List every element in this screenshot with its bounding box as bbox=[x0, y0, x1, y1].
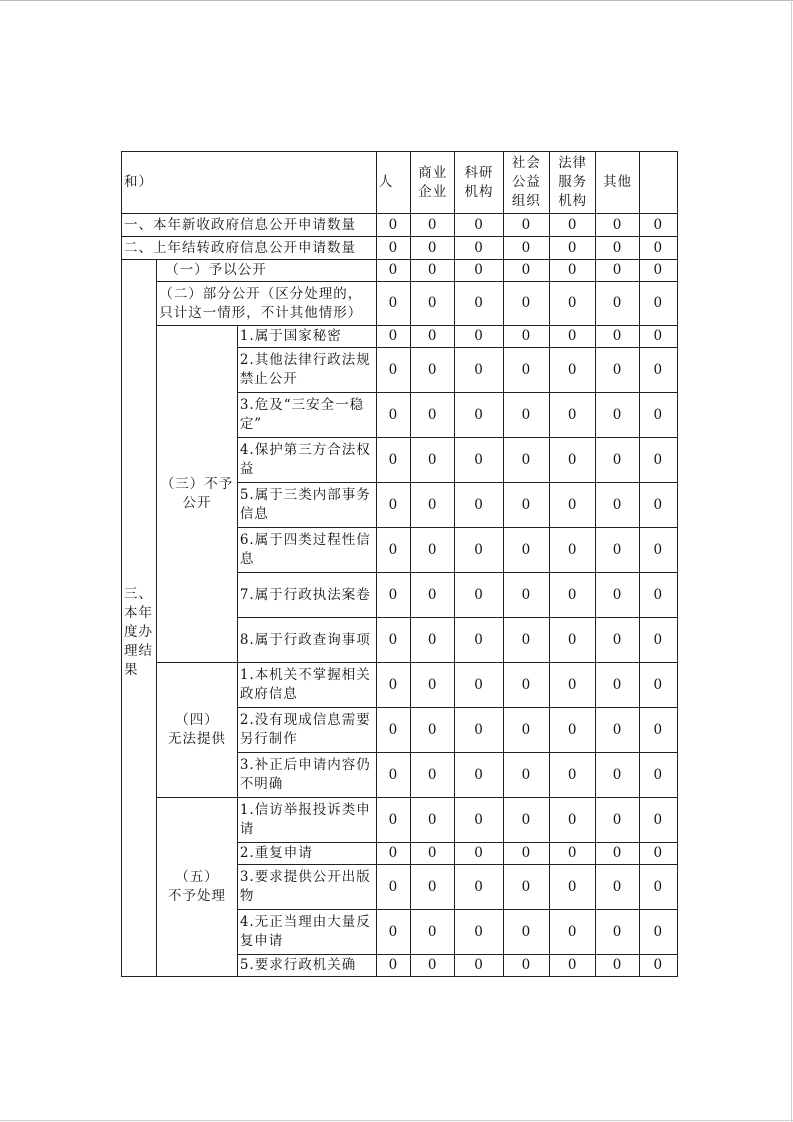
value-cell: 0 bbox=[639, 326, 677, 348]
value-cell: 0 bbox=[503, 260, 549, 282]
value-cell: 0 bbox=[503, 843, 549, 865]
value-cell: 0 bbox=[376, 348, 410, 393]
value-cell: 0 bbox=[596, 348, 639, 393]
value-cell: 0 bbox=[503, 708, 549, 753]
value-cell: 0 bbox=[411, 483, 455, 528]
value-cell: 0 bbox=[596, 843, 639, 865]
value-cell: 0 bbox=[411, 214, 455, 237]
value-cell: 0 bbox=[503, 326, 549, 348]
value-cell: 0 bbox=[411, 708, 455, 753]
value-cell: 0 bbox=[596, 753, 639, 798]
value-cell: 0 bbox=[639, 708, 677, 753]
value-cell: 0 bbox=[550, 708, 596, 753]
value-cell: 0 bbox=[550, 326, 596, 348]
value-cell: 0 bbox=[550, 798, 596, 843]
value-cell: 0 bbox=[455, 528, 503, 573]
value-cell: 0 bbox=[596, 237, 639, 260]
value-cell: 0 bbox=[503, 865, 549, 910]
row-label: 1.本机关不掌握相关政府信息 bbox=[237, 663, 376, 708]
value-cell: 0 bbox=[455, 237, 503, 260]
value-cell: 0 bbox=[503, 348, 549, 393]
header-row bbox=[122, 152, 678, 214]
value-cell: 0 bbox=[596, 798, 639, 843]
value-cell: 0 bbox=[639, 214, 677, 237]
row-label: 5.要求行政机关确 bbox=[237, 955, 376, 977]
value-cell: 0 bbox=[376, 214, 410, 237]
page-edge-bottom bbox=[0, 1120, 793, 1121]
value-cell: 0 bbox=[639, 483, 677, 528]
value-cell: 0 bbox=[550, 214, 596, 237]
header-col-business: 商业 企业 bbox=[411, 152, 455, 214]
value-cell: 0 bbox=[376, 843, 410, 865]
row-label: 3.要求提供公开出版物 bbox=[237, 865, 376, 910]
row-label: 5.属于三类内部事务信息 bbox=[237, 483, 376, 528]
value-cell: 0 bbox=[376, 282, 410, 326]
value-cell: 0 bbox=[376, 438, 410, 483]
value-cell: 0 bbox=[455, 663, 503, 708]
value-cell: 0 bbox=[503, 393, 549, 438]
value-cell: 0 bbox=[550, 483, 596, 528]
value-cell: 0 bbox=[550, 910, 596, 955]
value-cell: 0 bbox=[411, 910, 455, 955]
value-cell: 0 bbox=[455, 326, 503, 348]
row-label: 4.保护第三方合法权益 bbox=[237, 438, 376, 483]
value-cell: 0 bbox=[639, 348, 677, 393]
page-edge-right bbox=[791, 0, 792, 1122]
value-cell: 0 bbox=[639, 393, 677, 438]
value-cell: 0 bbox=[550, 237, 596, 260]
row-carried-over bbox=[122, 237, 678, 260]
row-label: 3.危及“三安全一稳定” bbox=[237, 393, 376, 438]
value-cell: 0 bbox=[376, 393, 410, 438]
value-cell: 0 bbox=[455, 618, 503, 663]
header-col-ren: 人 bbox=[376, 152, 410, 214]
value-cell: 0 bbox=[503, 663, 549, 708]
value-cell: 0 bbox=[411, 282, 455, 326]
value-cell: 0 bbox=[639, 663, 677, 708]
header-col-legal: 法律 服务 机构 bbox=[550, 152, 596, 214]
value-cell: 0 bbox=[503, 528, 549, 573]
value-cell: 0 bbox=[503, 483, 549, 528]
value-cell: 0 bbox=[550, 753, 596, 798]
group-label-not-processed: （五） 不予处理 bbox=[157, 798, 238, 977]
value-cell: 0 bbox=[639, 237, 677, 260]
value-cell: 0 bbox=[550, 438, 596, 483]
value-cell: 0 bbox=[550, 843, 596, 865]
value-cell: 0 bbox=[596, 618, 639, 663]
value-cell: 0 bbox=[596, 708, 639, 753]
value-cell: 0 bbox=[596, 282, 639, 326]
value-cell: 0 bbox=[376, 528, 410, 573]
value-cell: 0 bbox=[376, 753, 410, 798]
value-cell: 0 bbox=[550, 865, 596, 910]
row-no-publish-1 bbox=[122, 326, 678, 348]
value-cell: 0 bbox=[411, 573, 455, 618]
value-cell: 0 bbox=[376, 708, 410, 753]
value-cell: 0 bbox=[376, 663, 410, 708]
value-cell: 0 bbox=[411, 753, 455, 798]
value-cell: 0 bbox=[596, 260, 639, 282]
row-label: 4.无正当理由大量反复申请 bbox=[237, 910, 376, 955]
value-cell: 0 bbox=[455, 260, 503, 282]
group-label-no-publish: （三）不予公开 bbox=[157, 326, 238, 663]
value-cell: 0 bbox=[411, 438, 455, 483]
value-cell: 0 bbox=[503, 798, 549, 843]
page-edge-top bbox=[0, 0, 793, 1]
value-cell: 0 bbox=[411, 326, 455, 348]
row-label: （一）予以公开 bbox=[157, 260, 377, 282]
value-cell: 0 bbox=[503, 573, 549, 618]
value-cell: 0 bbox=[455, 753, 503, 798]
value-cell: 0 bbox=[455, 798, 503, 843]
value-cell: 0 bbox=[503, 282, 549, 326]
value-cell: 0 bbox=[639, 282, 677, 326]
value-cell: 0 bbox=[411, 618, 455, 663]
row-label: 二、上年结转政府信息公开申请数量 bbox=[122, 237, 377, 260]
value-cell: 0 bbox=[550, 955, 596, 977]
row-not-processed-1 bbox=[122, 798, 678, 843]
value-cell: 0 bbox=[503, 910, 549, 955]
value-cell: 0 bbox=[639, 618, 677, 663]
value-cell: 0 bbox=[455, 708, 503, 753]
value-cell: 0 bbox=[376, 618, 410, 663]
value-cell: 0 bbox=[550, 618, 596, 663]
statistics-table bbox=[121, 151, 678, 977]
value-cell: 0 bbox=[639, 260, 677, 282]
value-cell: 0 bbox=[455, 955, 503, 977]
value-cell: 0 bbox=[550, 573, 596, 618]
value-cell: 0 bbox=[639, 528, 677, 573]
value-cell: 0 bbox=[411, 865, 455, 910]
row-unable-1 bbox=[122, 663, 678, 708]
row-label: 2.其他法律行政法规禁止公开 bbox=[237, 348, 376, 393]
value-cell: 0 bbox=[376, 326, 410, 348]
row-label: 8.属于行政查询事项 bbox=[237, 618, 376, 663]
row-label: 2.没有现成信息需要另行制作 bbox=[237, 708, 376, 753]
value-cell: 0 bbox=[455, 483, 503, 528]
value-cell: 0 bbox=[503, 955, 549, 977]
value-cell: 0 bbox=[411, 663, 455, 708]
value-cell: 0 bbox=[596, 393, 639, 438]
group-label-unable: （四） 无法提供 bbox=[157, 663, 238, 798]
row-label: 1.属于国家秘密 bbox=[237, 326, 376, 348]
value-cell: 0 bbox=[596, 573, 639, 618]
value-cell: 0 bbox=[639, 438, 677, 483]
value-cell: 0 bbox=[639, 865, 677, 910]
value-cell: 0 bbox=[376, 910, 410, 955]
value-cell: 0 bbox=[550, 528, 596, 573]
value-cell: 0 bbox=[596, 528, 639, 573]
value-cell: 0 bbox=[596, 865, 639, 910]
value-cell: 0 bbox=[550, 348, 596, 393]
value-cell: 0 bbox=[411, 260, 455, 282]
header-col-total bbox=[639, 152, 677, 214]
value-cell: 0 bbox=[639, 573, 677, 618]
row-new-requests bbox=[122, 214, 678, 237]
value-cell: 0 bbox=[376, 865, 410, 910]
value-cell: 0 bbox=[411, 798, 455, 843]
value-cell: 0 bbox=[455, 282, 503, 326]
header-col-other: 其他 bbox=[596, 152, 639, 214]
value-cell: 0 bbox=[455, 843, 503, 865]
value-cell: 0 bbox=[411, 955, 455, 977]
value-cell: 0 bbox=[639, 955, 677, 977]
value-cell: 0 bbox=[503, 214, 549, 237]
row-label: 1.信访举报投诉类申请 bbox=[237, 798, 376, 843]
value-cell: 0 bbox=[639, 753, 677, 798]
row-label: 7.属于行政执法案卷 bbox=[237, 573, 376, 618]
value-cell: 0 bbox=[596, 483, 639, 528]
value-cell: 0 bbox=[503, 618, 549, 663]
row-label: （二）部分公开（区分处理的，只计这一情形，不计其他情形） bbox=[157, 282, 377, 326]
value-cell: 0 bbox=[596, 663, 639, 708]
value-cell: 0 bbox=[411, 393, 455, 438]
value-cell: 0 bbox=[411, 528, 455, 573]
group-label-results: 三、 本年 度办 理结 果 bbox=[122, 260, 157, 977]
value-cell: 0 bbox=[596, 910, 639, 955]
header-row-label: 和） bbox=[122, 152, 377, 214]
value-cell: 0 bbox=[455, 865, 503, 910]
value-cell: 0 bbox=[503, 237, 549, 260]
value-cell: 0 bbox=[596, 326, 639, 348]
value-cell: 0 bbox=[596, 955, 639, 977]
row-label: 6.属于四类过程性信息 bbox=[237, 528, 376, 573]
value-cell: 0 bbox=[503, 438, 549, 483]
row-label: 3.补正后申请内容仍不明确 bbox=[237, 753, 376, 798]
value-cell: 0 bbox=[596, 438, 639, 483]
value-cell: 0 bbox=[411, 348, 455, 393]
value-cell: 0 bbox=[455, 393, 503, 438]
value-cell: 0 bbox=[455, 214, 503, 237]
value-cell: 0 bbox=[376, 955, 410, 977]
value-cell: 0 bbox=[639, 798, 677, 843]
value-cell: 0 bbox=[550, 393, 596, 438]
value-cell: 0 bbox=[550, 260, 596, 282]
value-cell: 0 bbox=[639, 910, 677, 955]
value-cell: 0 bbox=[503, 753, 549, 798]
header-col-research: 科研 机构 bbox=[455, 152, 503, 214]
row-label: 一、本年新收政府信息公开申请数量 bbox=[122, 214, 377, 237]
value-cell: 0 bbox=[596, 214, 639, 237]
value-cell: 0 bbox=[411, 843, 455, 865]
value-cell: 0 bbox=[455, 438, 503, 483]
header-col-public-welfare: 社会 公益 组织 bbox=[503, 152, 549, 214]
value-cell: 0 bbox=[455, 348, 503, 393]
row-label: 2.重复申请 bbox=[237, 843, 376, 865]
value-cell: 0 bbox=[376, 573, 410, 618]
value-cell: 0 bbox=[376, 483, 410, 528]
value-cell: 0 bbox=[550, 663, 596, 708]
value-cell: 0 bbox=[376, 260, 410, 282]
value-cell: 0 bbox=[455, 910, 503, 955]
value-cell: 0 bbox=[411, 237, 455, 260]
value-cell: 0 bbox=[455, 573, 503, 618]
value-cell: 0 bbox=[550, 282, 596, 326]
row-publish bbox=[122, 260, 678, 282]
value-cell: 0 bbox=[639, 843, 677, 865]
row-partial bbox=[122, 282, 678, 326]
value-cell: 0 bbox=[376, 237, 410, 260]
value-cell: 0 bbox=[376, 798, 410, 843]
